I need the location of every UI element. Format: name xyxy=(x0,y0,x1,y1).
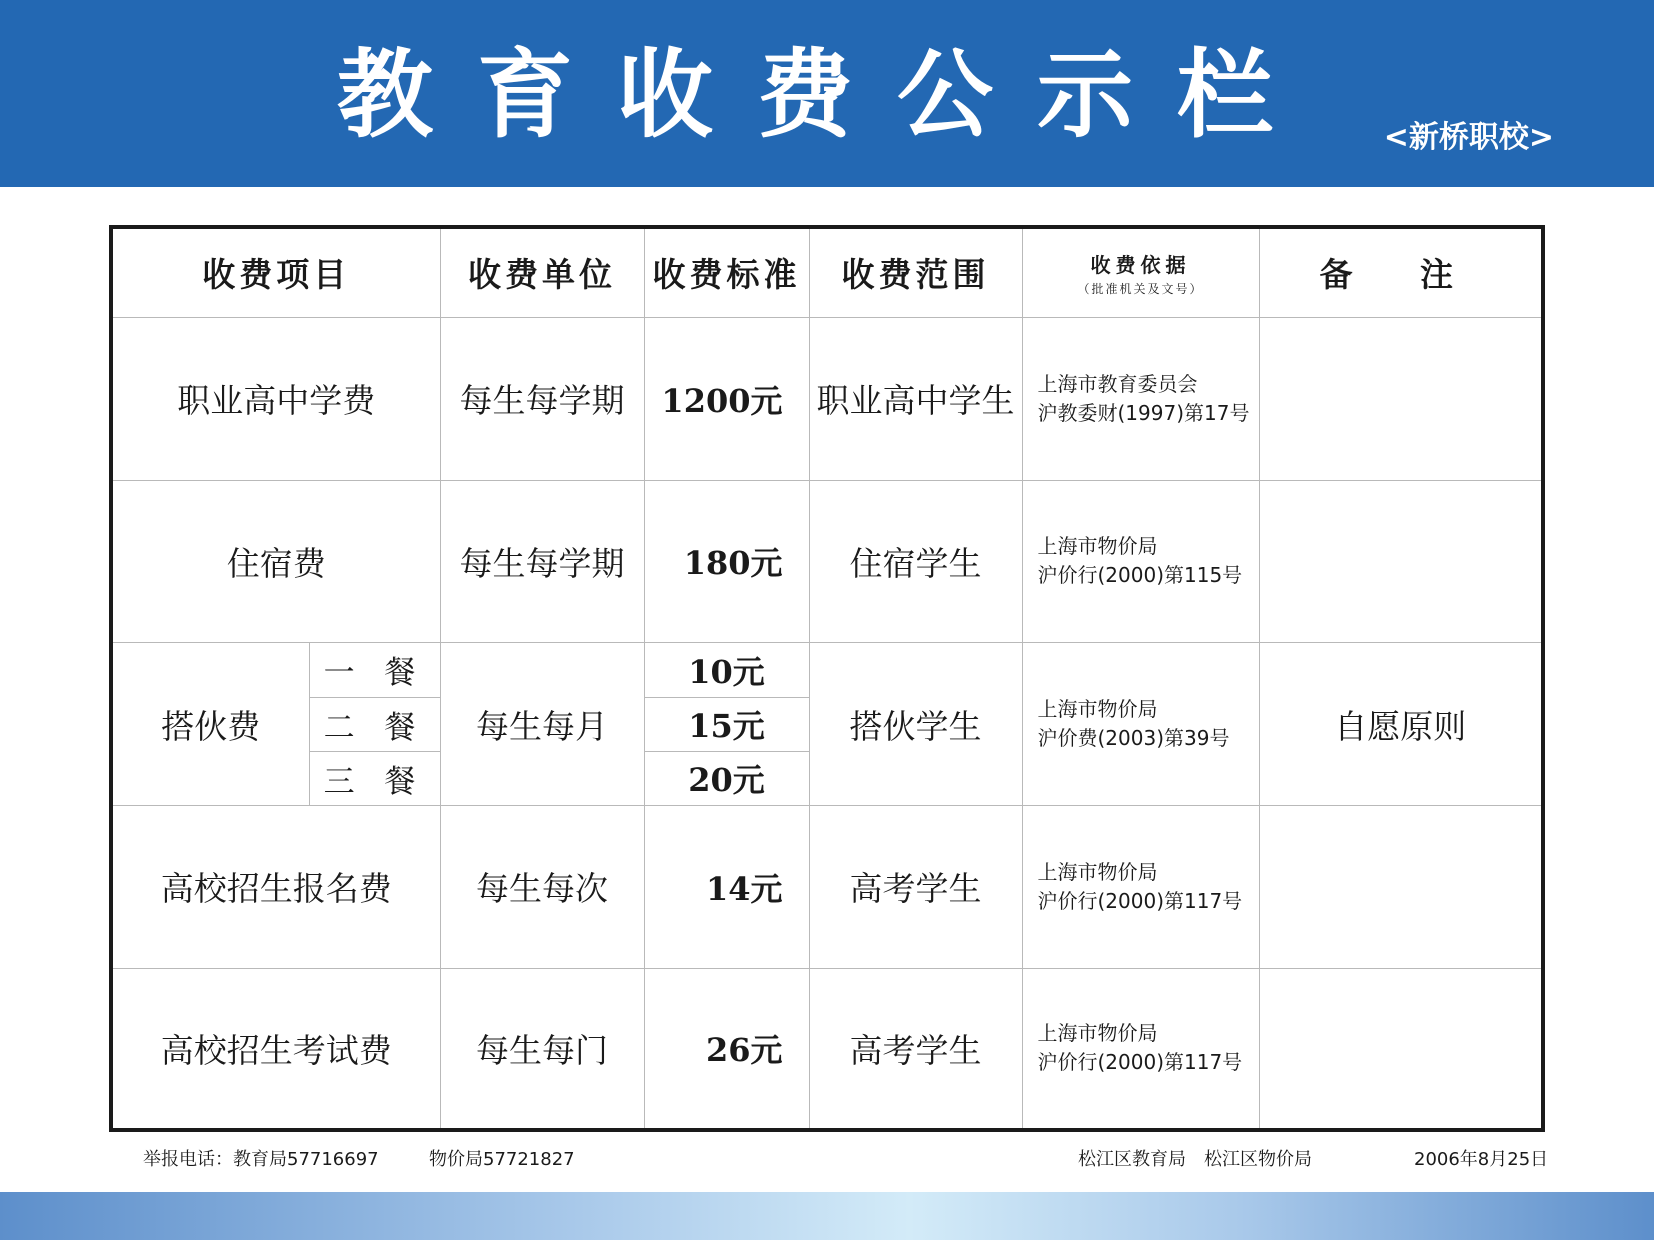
fee-table xyxy=(109,225,1545,1132)
header-remark: 备 注 xyxy=(1259,227,1543,317)
row-unit: 每生每次 xyxy=(440,806,644,969)
row-scope: 职业高中学生 xyxy=(809,317,1022,480)
row-scope: 高考学生 xyxy=(809,968,1022,1130)
row-basis xyxy=(1022,968,1259,1130)
meal-unit: 每生每月 xyxy=(440,643,644,806)
basis-authority: 上海市物价局 xyxy=(1037,859,1158,884)
table-row xyxy=(111,968,1543,1130)
meal-sub-item: 一 餐 xyxy=(309,643,440,697)
basis-document-no: 沪价行(2000)第117号 xyxy=(1037,888,1243,913)
meal-standard: 15元 xyxy=(644,697,809,751)
row-unit: 每生每学期 xyxy=(440,480,644,643)
row-unit: 每生每门 xyxy=(440,968,644,1130)
basis-document-no: 沪价费(2003)第39号 xyxy=(1037,726,1230,751)
meal-item: 搭伙费 xyxy=(111,643,309,806)
header-basis xyxy=(1022,227,1259,317)
row-basis xyxy=(1022,806,1259,969)
meal-basis xyxy=(1022,643,1259,806)
meal-row-1 xyxy=(111,643,1543,697)
row-item: 职业高中学费 xyxy=(111,317,440,480)
basis-document-no: 沪教委财(1997)第17号 xyxy=(1037,400,1250,425)
row-standard: 14元 xyxy=(644,806,809,969)
meal-sub-item: 二 餐 xyxy=(309,697,440,751)
header-scope: 收费范围 xyxy=(809,227,1022,317)
row-remark xyxy=(1259,968,1543,1130)
row-standard: 180元 xyxy=(644,480,809,643)
table-row xyxy=(111,317,1543,480)
table-row xyxy=(111,806,1543,969)
header-basis-subtitle: （批准机关及文号） xyxy=(1077,281,1204,296)
header-basis-title: 收费依据 xyxy=(1090,252,1191,277)
meal-standard: 10元 xyxy=(644,643,809,697)
row-scope: 高考学生 xyxy=(809,806,1022,969)
header-unit: 收费单位 xyxy=(440,227,644,317)
header-banner xyxy=(0,0,1654,187)
meal-standard: 20元 xyxy=(644,751,809,805)
table-row xyxy=(111,480,1543,643)
row-item: 住宿费 xyxy=(111,480,440,643)
meal-remark: 自愿原则 xyxy=(1259,643,1543,806)
meal-scope: 搭伙学生 xyxy=(809,643,1022,806)
footer-price-bureau-phone: 物价局57721827 xyxy=(429,1149,575,1170)
footer-issuer: 松江区教育局 松江区物价局 xyxy=(1078,1149,1312,1170)
footer-hotline: 举报电话：教育局57716697 xyxy=(143,1149,379,1170)
header-standard: 收费标准 xyxy=(644,227,809,317)
header-item: 收费项目 xyxy=(111,227,440,317)
basis-authority: 上海市物价局 xyxy=(1037,697,1158,722)
meal-sub-item: 三 餐 xyxy=(309,751,440,805)
bottom-decorative-bar xyxy=(0,1192,1654,1240)
basis-document-no: 沪价行(2000)第115号 xyxy=(1037,563,1243,588)
row-item: 高校招生报名费 xyxy=(111,806,440,969)
row-standard: 26元 xyxy=(644,968,809,1130)
row-remark xyxy=(1259,317,1543,480)
basis-authority: 上海市物价局 xyxy=(1037,1021,1158,1046)
footer-date: 2006年8月25日 xyxy=(1414,1149,1549,1170)
page-title: 教育收费公示栏 xyxy=(337,39,1317,151)
row-scope: 住宿学生 xyxy=(809,480,1022,643)
school-name: <新桥职校> xyxy=(1383,120,1554,155)
fee-table-container xyxy=(109,225,1541,1132)
basis-authority: 上海市物价局 xyxy=(1037,534,1158,559)
table-header-row xyxy=(111,227,1543,317)
basis-document-no: 沪价行(2000)第117号 xyxy=(1037,1050,1243,1075)
row-basis xyxy=(1022,480,1259,643)
basis-authority: 上海市教育委员会 xyxy=(1037,371,1198,396)
row-item: 高校招生考试费 xyxy=(111,968,440,1130)
row-remark xyxy=(1259,480,1543,643)
row-standard: 1200元 xyxy=(644,317,809,480)
row-remark xyxy=(1259,806,1543,969)
row-basis xyxy=(1022,317,1259,480)
row-unit: 每生每学期 xyxy=(440,317,644,480)
